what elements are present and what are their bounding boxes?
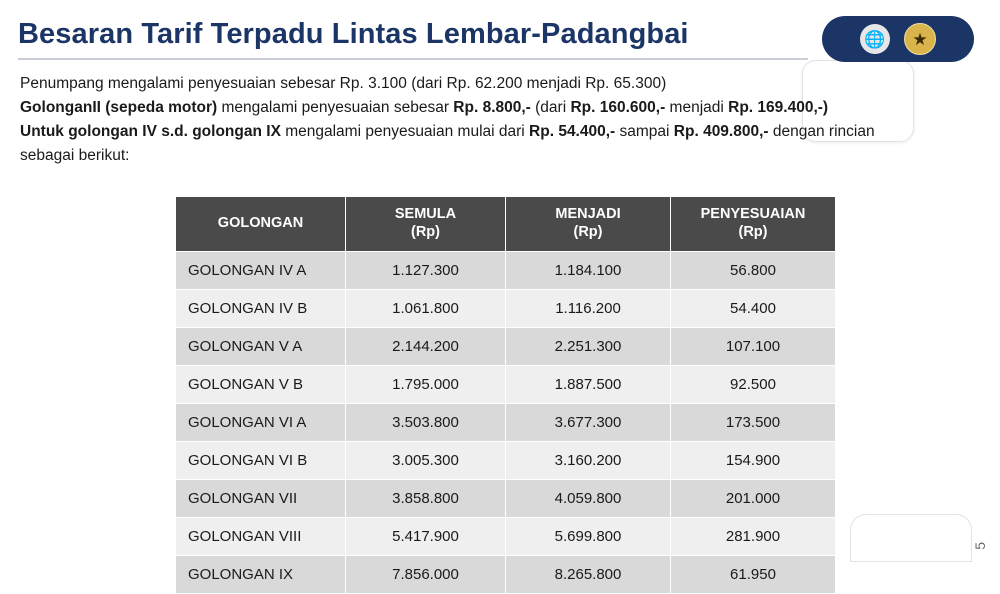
paragraph-line-3-mid-c: dengan rincian sebagai berikut: <box>20 123 875 165</box>
cell-semula: 1.127.300 <box>346 252 506 290</box>
golongan-ii-label: GolonganII (sepeda motor) <box>20 99 218 117</box>
paragraph-line-3-mid-a: mengalami penyesuaian mulai dari <box>280 123 530 141</box>
cell-penyesuaian: 56.800 <box>671 252 836 290</box>
column-header-semula-line2: (Rp) <box>411 224 440 241</box>
cell-penyesuaian: 154.900 <box>671 442 836 480</box>
cell-golongan: GOLONGAN VI A <box>176 404 346 442</box>
column-header-semula <box>346 197 506 252</box>
table-row <box>176 518 836 556</box>
cell-penyesuaian: 107.100 <box>671 328 836 366</box>
amount-160600: Rp. 160.600,- <box>570 99 666 117</box>
cell-semula: 3.858.800 <box>346 480 506 518</box>
table-row <box>176 556 836 594</box>
cell-semula: 7.856.000 <box>346 556 506 594</box>
cell-semula: 1.795.000 <box>346 366 506 404</box>
cell-penyesuaian: 281.900 <box>671 518 836 556</box>
column-header-golongan-line1: GOLONGAN <box>217 215 304 232</box>
cell-menjadi: 1.184.100 <box>506 252 671 290</box>
cell-penyesuaian: 54.400 <box>671 290 836 328</box>
cell-menjadi: 5.699.800 <box>506 518 671 556</box>
cell-penyesuaian: 201.000 <box>671 480 836 518</box>
column-header-menjadi-line2: (Rp) <box>573 224 603 241</box>
tarif-table-wrapper <box>175 196 835 594</box>
body-paragraph <box>20 72 900 168</box>
paragraph-line-2-mid-b: (dari <box>530 99 571 117</box>
table-body <box>176 252 836 594</box>
cell-semula: 3.005.300 <box>346 442 506 480</box>
paragraph-line-3 <box>20 120 900 168</box>
column-header-penyesuaian-line1: PENYESUAIAN <box>700 206 806 222</box>
page-number: 5 <box>972 542 988 550</box>
paragraph-line-1 <box>20 72 900 96</box>
golongan-range-label: Untuk golongan IV s.d. golongan IX <box>20 123 281 141</box>
table-row <box>176 366 836 404</box>
cell-golongan: GOLONGAN IV B <box>176 290 346 328</box>
cell-menjadi: 4.059.800 <box>506 480 671 518</box>
table-row <box>176 328 836 366</box>
cell-penyesuaian: 92.500 <box>671 366 836 404</box>
paragraph-line-2-mid-a: mengalami penyesuaian sebesar <box>217 99 454 117</box>
emblem-icon: ★ <box>904 23 936 55</box>
table-row <box>176 290 836 328</box>
cell-golongan: GOLONGAN VIII <box>176 518 346 556</box>
decorative-card-bottom <box>850 514 972 562</box>
table-header-row <box>176 197 836 252</box>
table-row <box>176 480 836 518</box>
table-row <box>176 442 836 480</box>
cell-golongan: GOLONGAN VI B <box>176 442 346 480</box>
cell-golongan: GOLONGAN IX <box>176 556 346 594</box>
cell-menjadi: 1.887.500 <box>506 366 671 404</box>
table-row <box>176 404 836 442</box>
cell-menjadi: 3.160.200 <box>506 442 671 480</box>
table-row <box>176 252 836 290</box>
globe-icon: 🌐 <box>860 24 890 54</box>
title-divider <box>18 58 808 60</box>
paragraph-line-2-mid-c: menjadi <box>665 99 729 117</box>
cell-menjadi: 8.265.800 <box>506 556 671 594</box>
cell-menjadi: 3.677.300 <box>506 404 671 442</box>
column-header-penyesuaian-line2: (Rp) <box>738 224 768 241</box>
column-header-menjadi <box>506 197 671 252</box>
cell-semula: 3.503.800 <box>346 404 506 442</box>
column-header-menjadi-line1: MENJADI <box>555 206 621 222</box>
cell-semula: 5.417.900 <box>346 518 506 556</box>
paragraph-line-1-text: Penumpang mengalami penyesuaian sebesar Rp. 3.100 (dari Rp. 62.200 menjadi Rp. 65.300) <box>20 75 667 92</box>
cell-golongan: GOLONGAN IV A <box>176 252 346 290</box>
cell-golongan: GOLONGAN VII <box>176 480 346 518</box>
cell-semula: 2.144.200 <box>346 328 506 366</box>
cell-penyesuaian: 61.950 <box>671 556 836 594</box>
paragraph-line-2 <box>20 96 900 120</box>
cell-golongan: GOLONGAN V A <box>176 328 346 366</box>
column-header-golongan <box>176 197 346 252</box>
cell-penyesuaian: 173.500 <box>671 404 836 442</box>
logo-block <box>822 16 974 62</box>
table-header <box>176 197 836 252</box>
cell-semula: 1.061.800 <box>346 290 506 328</box>
column-header-semula-line1: SEMULA <box>394 206 457 222</box>
tarif-table <box>175 196 836 594</box>
amount-409800: Rp. 409.800,- <box>673 123 769 141</box>
paragraph-line-3-mid-b: sampai <box>615 123 674 141</box>
column-header-penyesuaian <box>671 197 836 252</box>
page-title: Besaran Tarif Terpadu Lintas Lembar-Padangbai <box>18 18 689 50</box>
amount-8800: Rp. 8.800,- <box>453 99 531 117</box>
amount-54400: Rp. 54.400,- <box>529 123 616 141</box>
cell-menjadi: 2.251.300 <box>506 328 671 366</box>
amount-169400: Rp. 169.400,-) <box>728 99 829 117</box>
cell-menjadi: 1.116.200 <box>506 290 671 328</box>
cell-golongan: GOLONGAN V B <box>176 366 346 404</box>
